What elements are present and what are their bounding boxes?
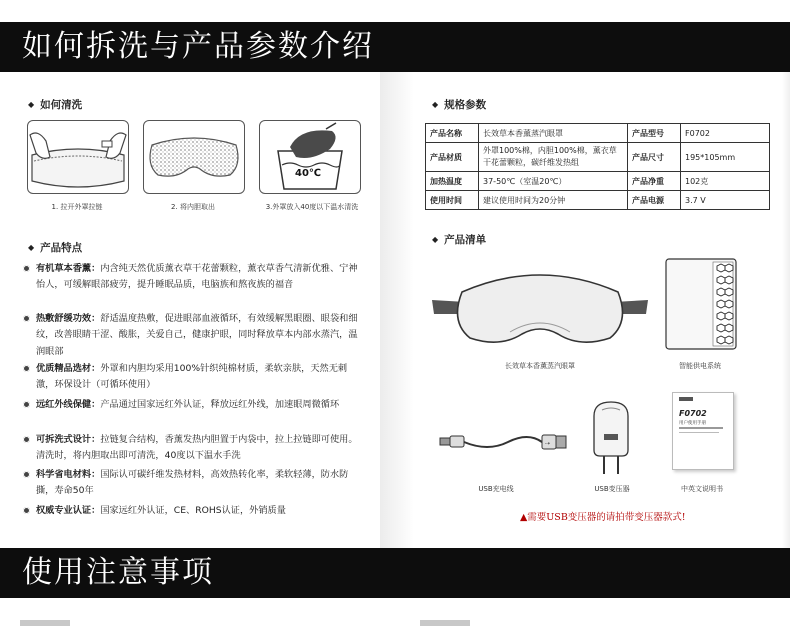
section-banner-precautions: 使用注意事项 (0, 548, 790, 598)
spec-value: 建议使用时间为20分钟 (479, 191, 628, 210)
bullet-icon (23, 436, 30, 443)
diamond-icon: ◆ (28, 243, 35, 252)
bullet-icon (23, 315, 30, 322)
heater-panel-image (665, 258, 737, 350)
usb-adapter-caption: USB变压器 (594, 485, 630, 493)
spec-label: 产品型号 (628, 124, 681, 143)
cleaning-title: ◆ 如何清洗 (28, 99, 83, 111)
svg-text:⇢: ⇢ (545, 440, 551, 447)
manual-line (679, 432, 719, 433)
adapter-notice: ▲需要USB变压器的请拍带变压器款式! (520, 512, 686, 523)
wash-step-1-image (27, 120, 129, 194)
feature-name: 远红外线保健： (36, 399, 101, 410)
water-temperature-label: 40℃ (295, 168, 322, 179)
wash-step-1-caption: 1. 拉开外罩拉链 (51, 203, 103, 211)
spec-label: 使用时间 (426, 191, 479, 210)
feature-item (23, 467, 363, 500)
spec-value: 195*105mm (681, 143, 770, 172)
unzip-cover-illustration (28, 121, 128, 193)
panel-edge (20, 620, 70, 626)
bullet-icon (23, 265, 30, 272)
feature-name: 有机草本香薰： (36, 263, 101, 274)
package-title: ◆ 产品清单 (432, 234, 487, 246)
diamond-icon: ◆ (432, 235, 439, 244)
eye-mask-caption: 长效草本香薰蒸汽眼罩 (505, 362, 575, 370)
spec-label: 产品净重 (628, 172, 681, 191)
eye-mask-image (430, 262, 650, 357)
panel-edge (420, 620, 470, 626)
spec-value: 长效草本香薰蒸汽眼罩 (479, 124, 628, 143)
feature-name: 权威专业认证： (36, 505, 101, 516)
table-row (426, 124, 770, 143)
manual-image (672, 392, 734, 470)
feature-item (23, 361, 363, 394)
feature-text: 内含纯天然优质薰衣草干花蕾颗粒，薰衣草香气清新优雅、宁神怡人，可缓解眼部疲劳，提升睡眠品质，电脑族和熬夜族的福音 (36, 263, 358, 291)
bottom-strip (0, 598, 790, 626)
spec-table (425, 123, 770, 210)
spec-label: 产品电源 (628, 191, 681, 210)
table-row (426, 191, 770, 210)
diamond-icon: ◆ (28, 100, 35, 109)
feature-name: 热敷舒缓功效： (36, 313, 101, 324)
feature-item (23, 397, 363, 413)
bullet-icon (23, 471, 30, 478)
table-row (426, 172, 770, 191)
spec-label: 产品名称 (426, 124, 479, 143)
spec-value: 外罩100%棉，内胆100%棉，薰衣草干花蕾颗粒，碳纤维发热组 (479, 143, 628, 172)
manual-divider (679, 427, 723, 429)
spec-label: 产品材质 (426, 143, 479, 172)
usb-adapter-image (588, 400, 634, 476)
feature-text: 国际认可碳纤维发热材料，高效热转化率，柔软轻薄，防水防撕，寿命50年 (36, 469, 349, 497)
feature-name: 优质精品选材： (36, 363, 101, 374)
panel-edge (782, 72, 790, 548)
inner-pad-illustration (144, 121, 244, 193)
feature-text: 拉链复合结构，香薰发热内胆置于内袋中，拉上拉链即可使用。清洗时，将内胆取出即可清洗，40度以下温水手洗 (36, 434, 358, 462)
specs-title: ◆ 规格参数 (432, 99, 487, 111)
wash-step-2-caption: 2. 将内胆取出 (171, 203, 215, 211)
diamond-icon: ◆ (432, 100, 439, 109)
usb-cable-caption: USB充电线 (478, 485, 514, 493)
feature-item (23, 503, 363, 519)
features-title: ◆ 产品特点 (28, 242, 83, 254)
top-margin (0, 0, 790, 22)
feature-text: 产品通过国家远红外认证，释放远红外线，加速眼周微循环 (100, 399, 340, 410)
feature-item (23, 432, 363, 465)
feature-text: 外罩和内胆均采用100%针织纯棉材质，柔软亲肤，天然无刺激，环保设计（可循环使用） (36, 363, 348, 391)
feature-item (23, 261, 363, 294)
spec-value: 37-50℃（室温20℃） (479, 172, 628, 191)
table-row (426, 143, 770, 172)
feature-text: 国家远红外认证，CE、ROHS认证，外销质量 (100, 505, 286, 516)
feature-text: 舒适温度热敷，促进眼部血液循环，有效缓解黑眼圈、眼袋和细纹，改善眼睛干涩、酸胀，关爱自己，健康护眼，同时释放草本内部水蒸汽，温润眼部 (36, 313, 358, 357)
feature-name: 科学省电材料： (36, 469, 101, 480)
spec-value: F0702 (681, 124, 770, 143)
bullet-icon (23, 365, 30, 372)
manual-logo (679, 397, 693, 401)
bullet-icon (23, 507, 30, 514)
spec-value: 3.7 V (681, 191, 770, 210)
usb-cable-image (438, 428, 568, 458)
manual-title: 用户使用手册 (679, 421, 706, 426)
feature-item (23, 311, 363, 360)
section-banner-intro: 如何拆洗与产品参数介绍 (0, 22, 790, 72)
spec-value: 102克 (681, 172, 770, 191)
wash-step-3-caption: 3.外罩放入40度以下温水清洗 (265, 203, 359, 211)
wash-step-2-image (143, 120, 245, 194)
wash-basin-illustration (260, 121, 360, 193)
bullet-icon (23, 401, 30, 408)
spec-label: 产品尺寸 (628, 143, 681, 172)
wash-step-3-image (259, 120, 361, 194)
manual-model: F0702 (679, 409, 707, 418)
manual-caption: 中英文说明书 (681, 485, 723, 493)
panel-shadow (380, 72, 414, 548)
spec-label: 加热温度 (426, 172, 479, 191)
heater-panel-caption: 智能供电系统 (679, 362, 721, 370)
feature-name: 可拆洗式设计： (36, 434, 101, 445)
